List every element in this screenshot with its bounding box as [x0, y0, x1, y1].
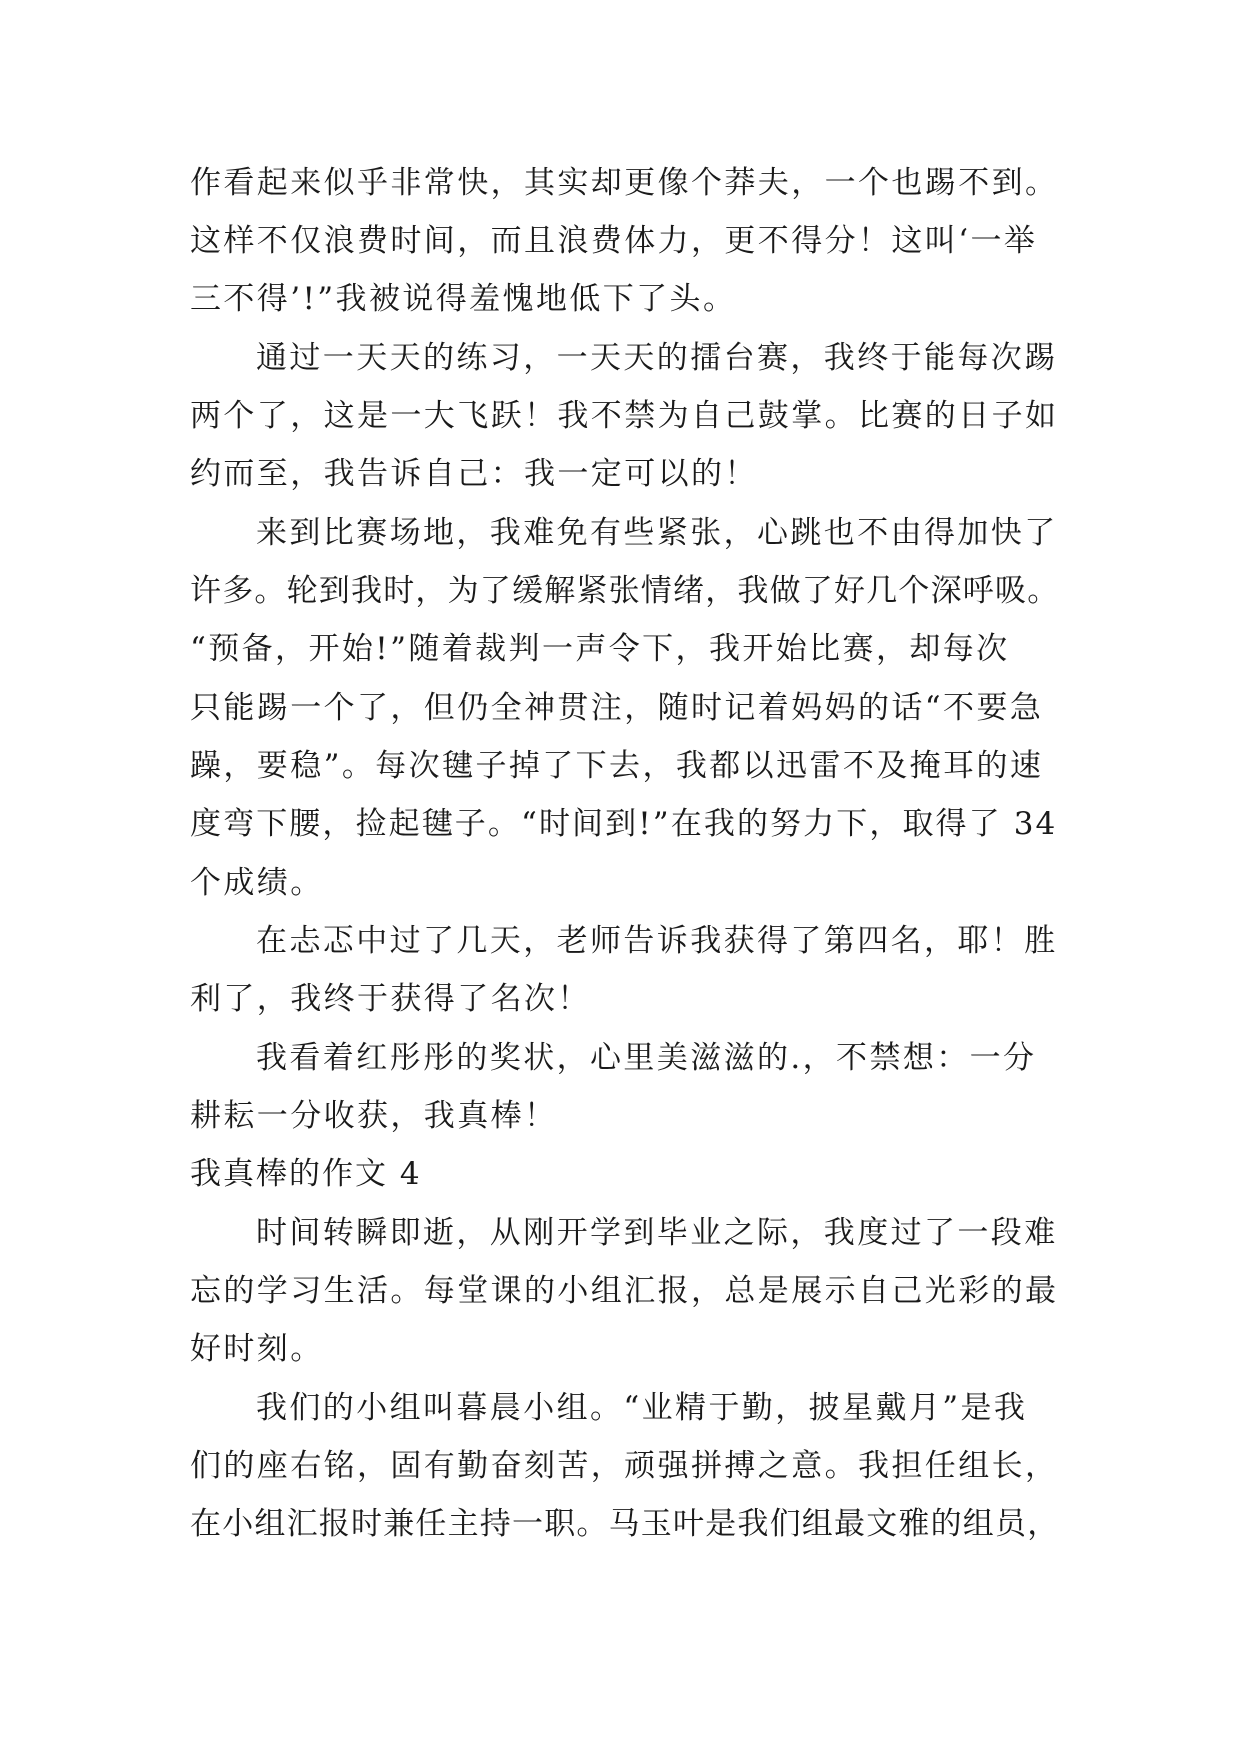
text-line: 耕耘一分收获，我真棒！ [190, 1098, 558, 1134]
text-line: “预备，开始!”随着裁判一声令下，我开始比赛，却每次 [190, 631, 1010, 667]
paragraph-start-line: 时间转瞬即逝，从刚开学到毕业之际，我度过了一段难 [256, 1215, 1058, 1251]
text-line: 许多。轮到我时，为了缓解紧张情绪，我做了好几个深呼吸。 [190, 573, 1060, 609]
paragraph-start-line: 我看着红彤彤的奖状，心里美滋滋的.，不禁想：一分 [256, 1040, 1037, 1076]
text-line: 好时刻。 [190, 1331, 324, 1367]
paragraph-start-line: 在忐忑中过了几天，老师告诉我获得了第四名，耶！胜 [256, 923, 1058, 959]
text-line: 约而至，我告诉自己：我一定可以的！ [190, 456, 758, 492]
text-line: 这样不仅浪费时间，而且浪费体力，更不得分！这叫‘一举 [190, 223, 1038, 259]
text-line: 利了，我终于获得了名次！ [190, 981, 591, 1017]
text-line: 作看起来似乎非常快，其实却更像个莽夫，一个也踢不到。 [190, 165, 1059, 201]
paragraph-start-line: 通过一天天的练习，一天天的擂台赛，我终于能每次踢 [256, 340, 1058, 376]
text-line: 躁，要稳”。每次毽子掉了下去，我都以迅雷不及掩耳的速 [190, 748, 1044, 784]
section-heading: 我真棒的作文 4 [190, 1156, 422, 1192]
text-line: 三不得’!”我被说得羞愧地低下了头。 [190, 281, 737, 317]
text-line: 两个了，这是一大飞跃！我不禁为自己鼓掌。比赛的日子如 [190, 398, 1059, 434]
text-line: 在小组汇报时兼任主持一职。马玉叶是我们组最文雅的组员， [190, 1506, 1060, 1542]
text-line: 只能踢一个了，但仍全神贯注，随时记着妈妈的话“不要急 [190, 690, 1044, 726]
text-line: 个成绩。 [190, 865, 324, 901]
text-line: 们的座右铭，固有勤奋刻苦，顽强拼搏之意。我担任组长， [190, 1448, 1059, 1484]
paragraph-start-line: 我们的小组叫暮晨小组。“业精于勤，披星戴月”是我 [256, 1390, 1028, 1426]
paragraph-start-line: 来到比赛场地，我难免有些紧张，心跳也不由得加快了 [256, 515, 1058, 551]
text-line: 忘的学习生活。每堂课的小组汇报，总是展示自己光彩的最 [190, 1273, 1059, 1309]
text-line: 度弯下腰，捡起毽子。“时间到!”在我的努力下，取得了 34 [190, 806, 1058, 842]
